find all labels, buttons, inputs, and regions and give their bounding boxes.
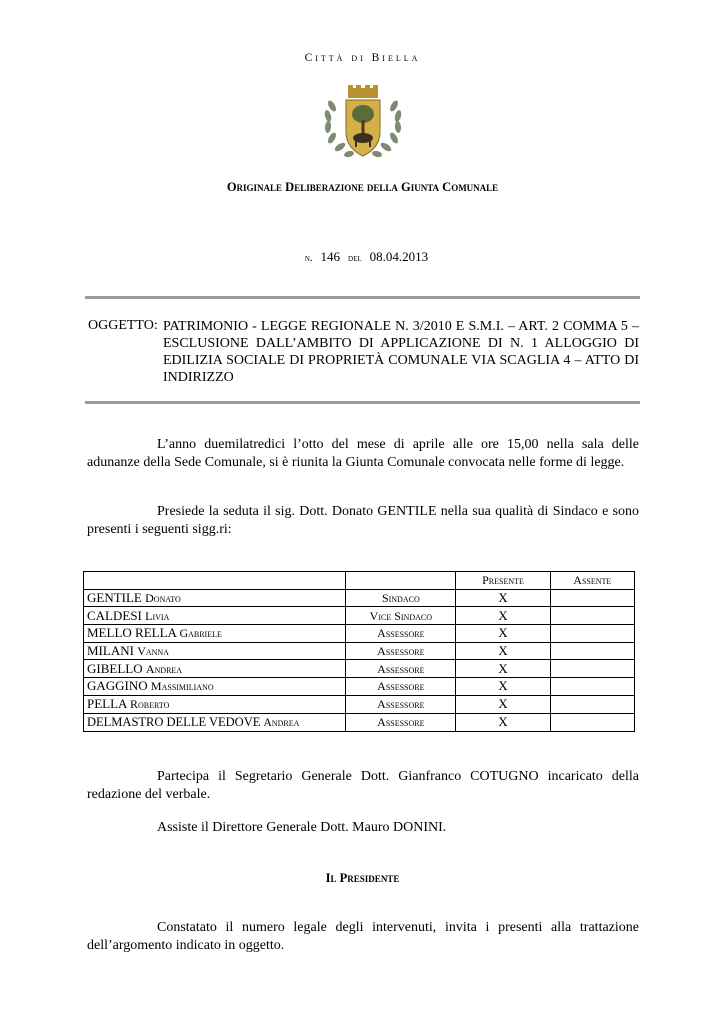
- member-absent: [550, 607, 634, 625]
- presides-paragraph: [87, 503, 639, 538]
- member-role: Sindaco: [346, 589, 456, 607]
- table-row: [84, 589, 635, 607]
- member-name: [84, 695, 346, 713]
- member-present: X: [456, 642, 550, 660]
- member-role: Vice Sindaco: [346, 607, 456, 625]
- table-row: [84, 607, 635, 625]
- coat-of-arms-icon: [318, 84, 408, 164]
- subject-text: PATRIMONIO - LEGGE REGIONALE N. 3/2010 E S.M.I. – ART. 2 COMMA 5 – ESCLUSIONE DALL’AMBITO DI APPLICAZIONE DI N. 1 ALLOGGIO DI EDILIZIA SOCIALE DI PROPRIETÀ COMUNALE VIA SCAGLIA 4 – ATTO DI INDIRIZZO: [163, 319, 639, 385]
- member-absent: [550, 678, 634, 696]
- section-heading-presidente: Il Presidente: [325, 871, 400, 885]
- member-present: X: [456, 678, 550, 696]
- number-label: n.: [304, 253, 313, 264]
- member-name: [84, 660, 346, 678]
- deliberation-date: 08.04.2013: [369, 249, 429, 264]
- member-absent: [550, 713, 634, 731]
- member-surname: GAGGINO: [87, 678, 148, 694]
- member-name: [84, 713, 346, 731]
- member-role: Assessore: [346, 625, 456, 643]
- member-surname: GIBELLO: [87, 660, 143, 676]
- member-surname: MELLO RELLA: [87, 625, 177, 641]
- member-role: Assessore: [346, 642, 456, 660]
- member-absent: [550, 642, 634, 660]
- director-paragraph: [87, 819, 639, 837]
- member-firstname: Roberto: [129, 697, 170, 712]
- subject-label: OGGETTO:: [88, 318, 158, 333]
- member-present: X: [456, 713, 550, 731]
- table-row: [84, 695, 635, 713]
- header-cell-role: [346, 572, 456, 590]
- member-firstname: Andrea: [263, 716, 300, 729]
- intro-paragraph: [87, 436, 639, 471]
- member-name: [84, 607, 346, 625]
- deliberation-number-line: [0, 249, 725, 265]
- table-row: [84, 625, 635, 643]
- member-absent: [550, 695, 634, 713]
- divider-top: [85, 296, 640, 299]
- member-name: [84, 642, 346, 660]
- header-cell-name: [84, 572, 346, 590]
- member-present: X: [456, 607, 550, 625]
- member-present: X: [456, 589, 550, 607]
- header-cell-absent: Assente: [550, 572, 634, 590]
- member-present: X: [456, 695, 550, 713]
- member-role: Assessore: [346, 695, 456, 713]
- attendance-table: [83, 571, 635, 732]
- member-name: [84, 589, 346, 607]
- header-cell-present: Presente: [456, 572, 550, 590]
- member-name: [84, 625, 346, 643]
- member-role: Assessore: [346, 678, 456, 696]
- member-firstname: Livia: [145, 608, 170, 623]
- table-row: [84, 678, 635, 696]
- member-absent: [550, 660, 634, 678]
- date-label: del: [348, 253, 362, 264]
- member-surname: CALDESI: [87, 607, 142, 623]
- table-row: [84, 642, 635, 660]
- member-firstname: Gabriele: [179, 626, 222, 641]
- member-surname: GENTILE: [87, 590, 142, 606]
- table-row: [84, 660, 635, 678]
- document-title: Originale Deliberazione della Giunta Comunale: [226, 180, 499, 194]
- closing-text: Constatato il numero legale degli intervenuti, invita i presenti alla trattazione dell’argomento indicato in oggetto.: [87, 920, 639, 953]
- closing-paragraph: [87, 919, 639, 954]
- divider-bottom: [85, 401, 640, 404]
- member-name: [84, 678, 346, 696]
- member-role: Assessore: [346, 660, 456, 678]
- member-surname: MILANI: [87, 643, 134, 659]
- member-surname: DELMASTRO DELLE VEDOVE: [87, 714, 261, 729]
- presides-text: Presiede la seduta il sig. Dott. Donato GENTILE nella sua qualità di Sindaco e sono presenti i seguenti sigg.ri:: [87, 504, 639, 537]
- table-row: [84, 713, 635, 731]
- table-header-row: [84, 572, 635, 590]
- intro-text: L’anno duemilatredici l’otto del mese di aprile alle ore 15,00 nella sala delle adunanze della Sede Comunale, si è riunita la Giunta Comunale convocata nelle forme di legge.: [87, 437, 639, 470]
- city-name: Città di Biella: [304, 52, 421, 64]
- member-firstname: Donato: [145, 591, 181, 606]
- secretary-text: Partecipa il Segretario Generale Dott. Gianfranco COTUGNO incaricato della redazione del verbale.: [87, 769, 639, 802]
- member-role: Assessore: [346, 713, 456, 731]
- secretary-paragraph: [87, 768, 639, 803]
- deliberation-number: 146: [320, 249, 341, 264]
- member-absent: [550, 625, 634, 643]
- member-firstname: Massimiliano: [150, 679, 214, 694]
- member-surname: PELLA: [87, 696, 127, 712]
- member-present: X: [456, 625, 550, 643]
- member-firstname: Vanna: [137, 644, 169, 659]
- member-absent: [550, 589, 634, 607]
- director-text: Assiste il Direttore Generale Dott. Mauro DONINI.: [157, 820, 447, 835]
- member-firstname: Andrea: [145, 661, 183, 676]
- member-present: X: [456, 660, 550, 678]
